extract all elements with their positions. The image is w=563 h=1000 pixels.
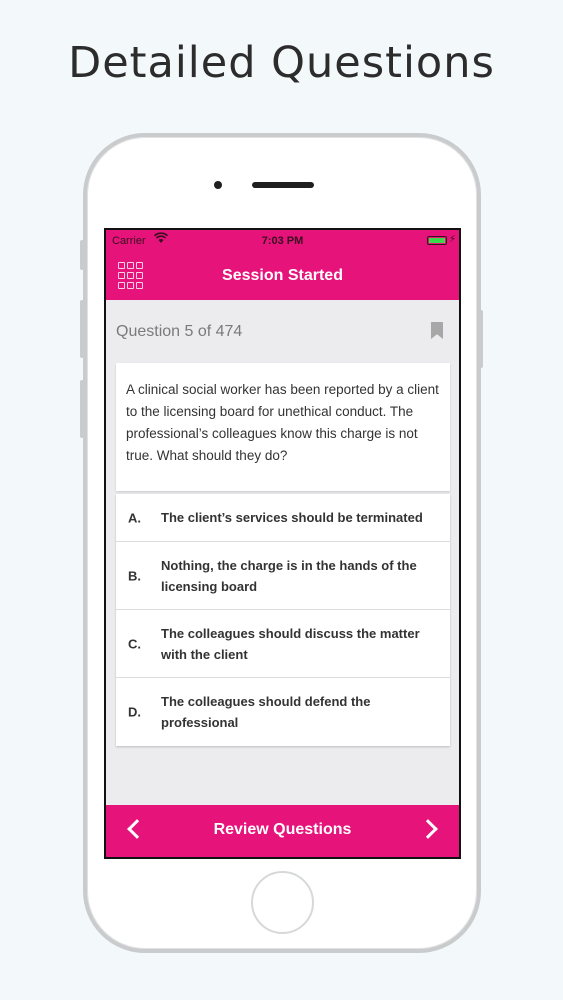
- volume-up-button: [80, 300, 84, 358]
- answer-list: [116, 494, 450, 746]
- headline: Detailed Questions: [68, 38, 495, 88]
- bookmark-icon[interactable]: [431, 322, 443, 339]
- earpiece-speaker: [252, 182, 314, 188]
- clock: 7:03 PM: [261, 235, 304, 247]
- answer-option-b[interactable]: [116, 542, 450, 610]
- question-counter: Question 5 of 474: [116, 323, 243, 340]
- answer-text: The colleagues should discuss the matter with the client: [161, 625, 420, 662]
- volume-down-button: [80, 380, 84, 438]
- answer-text: The client’s services should be terminated: [161, 510, 423, 525]
- nav-bar: [106, 252, 459, 300]
- question-text: A clinical social worker has been reported by a client to the licensing board for unethical conduct. The professional’s colleagues know this charge is not true. What should they do?: [126, 382, 439, 463]
- answer-text: Nothing, the charge is in the hands of the licensing board: [161, 557, 417, 594]
- battery-icon: [427, 236, 447, 245]
- answer-letter: A.: [128, 510, 141, 525]
- answer-letter: D.: [128, 704, 141, 720]
- footer-bar: [106, 805, 459, 857]
- answer-letter: C.: [128, 636, 141, 651]
- review-questions-button[interactable]: Review Questions: [213, 821, 352, 838]
- answer-letter: B.: [128, 568, 141, 583]
- answer-text: The colleagues should defend the professional: [161, 694, 371, 730]
- charging-icon: ⚡: [448, 234, 456, 245]
- power-button: [479, 310, 483, 368]
- carrier-label: Carrier: [112, 235, 146, 247]
- mute-switch: [80, 240, 84, 270]
- front-camera: [214, 181, 222, 189]
- nav-title: Session Started: [222, 267, 343, 284]
- home-button[interactable]: [251, 871, 314, 934]
- answer-option-d[interactable]: [116, 678, 450, 746]
- answer-option-a[interactable]: [116, 494, 450, 542]
- app-screen: [104, 228, 461, 859]
- answer-option-c[interactable]: [116, 610, 450, 678]
- question-card: [116, 363, 450, 491]
- status-bar: [106, 230, 459, 252]
